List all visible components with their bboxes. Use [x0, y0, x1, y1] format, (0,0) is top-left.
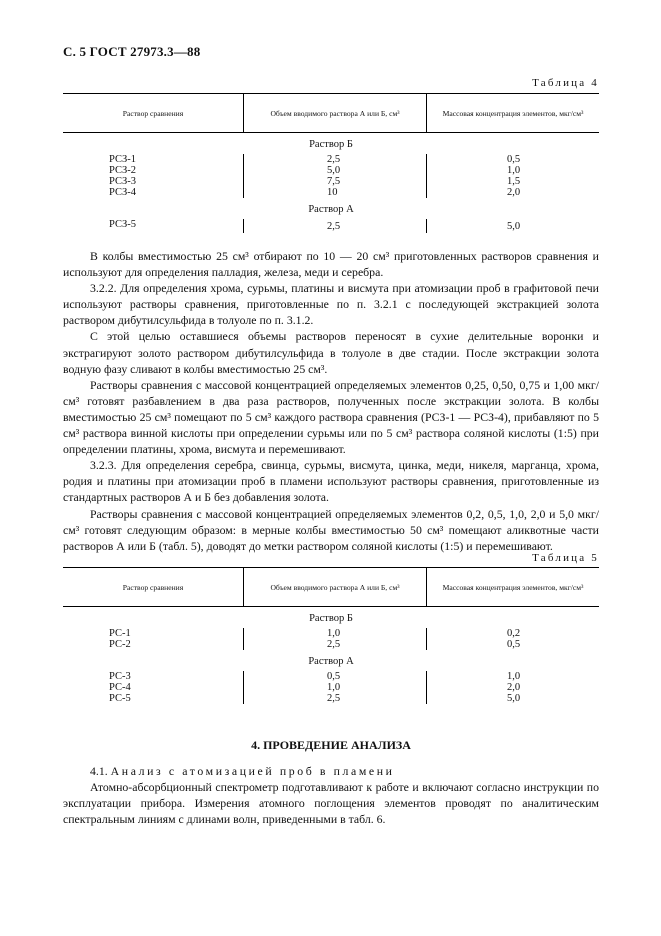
- table5-cell: 5,0: [507, 693, 521, 704]
- subheading-number: 4.1.: [90, 764, 108, 778]
- table4-cell: 5,0: [507, 220, 521, 232]
- table4-cell: 1,5: [507, 176, 521, 187]
- table5-section-b: Раствор Б: [309, 613, 353, 624]
- table5-cell: РС-1: [109, 628, 131, 639]
- paragraph: С этой целью оставшиеся объемы растворов переносят в сухие делительные воронки и экстрагируют золото раствором дибутилсульфида в толуоле в две стадии. После экстракции золота водную фазу сливают в колбы вместимостью 25 см³.: [63, 329, 599, 376]
- table5-cell: 0,5: [327, 671, 341, 682]
- table5-caption: Таблица 5: [532, 552, 599, 564]
- body-text: [63, 248, 599, 554]
- paragraph: В колбы вместимостью 25 см³ отбирают по 10 — 20 см³ приготовленных растворов сравнения и используют для определения палладия, железа, меди и серебра.: [63, 249, 599, 280]
- table4-cell: 2,0: [507, 187, 521, 198]
- paragraph: 3.2.3. Для определения серебра, свинца, сурьмы, висмута, цинка, меди, никеля, марганца, хрома, родия и платины при атомизации проб в пламени используют растворы сравнения, приготовленные из стандартных растворов А и Б без добавления золота.: [63, 458, 599, 505]
- paragraph: 3.2.2. Для определения хрома, сурьмы, платины и висмута при атомизации проб в графитовой печи используют растворы сравнения, приготовленные по п. 3.2.1 с последующей экстракцией золота раствором дибутилсульфида в толуоле по п. 3.1.2.: [63, 281, 599, 328]
- table4-cell: РСЗ-2: [109, 165, 136, 176]
- table4-caption: Таблица 4: [532, 77, 599, 89]
- table4-section-a: Раствор А: [308, 204, 354, 215]
- section4-body: [63, 763, 599, 827]
- table4: [63, 93, 599, 233]
- table-row: [63, 219, 599, 233]
- table4-col-volume: Объем вводимого раствора А или Б, см³: [244, 94, 427, 133]
- section4-subheading: [63, 763, 599, 779]
- section4-heading: 4. ПРОВЕДЕНИЕ АНАЛИЗА: [251, 738, 411, 752]
- table4-cell: 1,0: [507, 165, 521, 176]
- table-row: [63, 176, 599, 187]
- table5-cell: 0,2: [507, 628, 521, 639]
- table4-cell: РСЗ-5: [109, 219, 136, 230]
- table4-cell: 7,5: [327, 176, 341, 187]
- table-row: [63, 693, 599, 704]
- table4-cell: 10: [327, 187, 338, 198]
- table-row: [63, 671, 599, 682]
- table4-col-solution: Раствор сравнения: [63, 94, 244, 133]
- table5: [63, 567, 599, 704]
- table5-cell: 0,5: [507, 639, 521, 650]
- table5-section-a: Раствор А: [308, 656, 354, 667]
- table5-cell: 1,0: [507, 671, 521, 682]
- table5-cell: 2,5: [327, 639, 341, 650]
- table-row: [63, 165, 599, 176]
- table-row: [63, 639, 599, 650]
- table5-col-volume: Объем вводимого раствора А или Б, см³: [244, 568, 427, 607]
- table5-cell: РС-5: [109, 693, 131, 704]
- table4-cell: 5,0: [327, 165, 341, 176]
- paragraph: Атомно-абсорбционный спектрометр подготавливают к работе и включают согласно инструкции по эксплуатации прибора. Измерения атомного поглощения элементов проводят по аналитическим спектральным линиям с длинами волн, приведенными в табл. 6.: [63, 780, 599, 827]
- table4-cell: 0,5: [507, 154, 521, 165]
- table5-cell: 2,5: [327, 693, 341, 704]
- table5-cell: 1,0: [327, 682, 341, 693]
- table5-cell: РС-3: [109, 671, 131, 682]
- table-row: [63, 628, 599, 639]
- table5-cell: 1,0: [327, 628, 341, 639]
- table4-cell: РСЗ-3: [109, 176, 136, 187]
- table4-section-b: Раствор Б: [309, 139, 353, 150]
- table5-cell: РС-2: [109, 639, 131, 650]
- page-header: С. 5 ГОСТ 27973.3—88: [63, 44, 201, 59]
- table4-cell: 2,5: [327, 154, 341, 165]
- table4-cell: РСЗ-4: [109, 187, 136, 198]
- table-row: [63, 682, 599, 693]
- paragraph: Растворы сравнения с массовой концентрацией определяемых элементов 0,2, 0,5, 1,0, 2,0 и 5,0 мкг/см³ готовят следующим образом: в мерные колбы вместимостью 50 см³ помещают аликвотные части растворов А или Б (табл. 5), доводят до метки раствором соляной кислоты (1:5) и перемешивают.: [63, 506, 599, 553]
- table4-col-concentration: Массовая концентрация элементов, мкг/см³: [427, 94, 600, 133]
- table5-col-solution: Раствор сравнения: [63, 568, 244, 607]
- table5-cell: РС-4: [109, 682, 131, 693]
- table-row: [63, 154, 599, 165]
- table4-cell: 2,5: [327, 220, 341, 232]
- table-row: [63, 187, 599, 198]
- table5-cell: 2,0: [507, 682, 521, 693]
- paragraph: Растворы сравнения с массовой концентрацией определяемых элементов 0,25, 0,50, 0,75 и 1,00 мкг/см³ готовят разбавлением в два раза растворов, полученных после экстракции золота. В колбы вместимостью 25 см³ помещают по 5 см³ каждого раствора сравнения (РСЗ-1 — РСЗ-4), прибавляют по 5 см³ раствора винной кислоты при определении сурьмы или по 5 см³ раствора соляной кислоты (1:5) при определении платины, хрома, висмута и перемешивают.: [63, 377, 599, 457]
- subheading-text: Анализ с атомизацией проб в пламени: [110, 764, 395, 778]
- table5-col-concentration: Массовая концентрация элементов, мкг/см³: [427, 568, 600, 607]
- table4-cell: РСЗ-1: [109, 154, 136, 165]
